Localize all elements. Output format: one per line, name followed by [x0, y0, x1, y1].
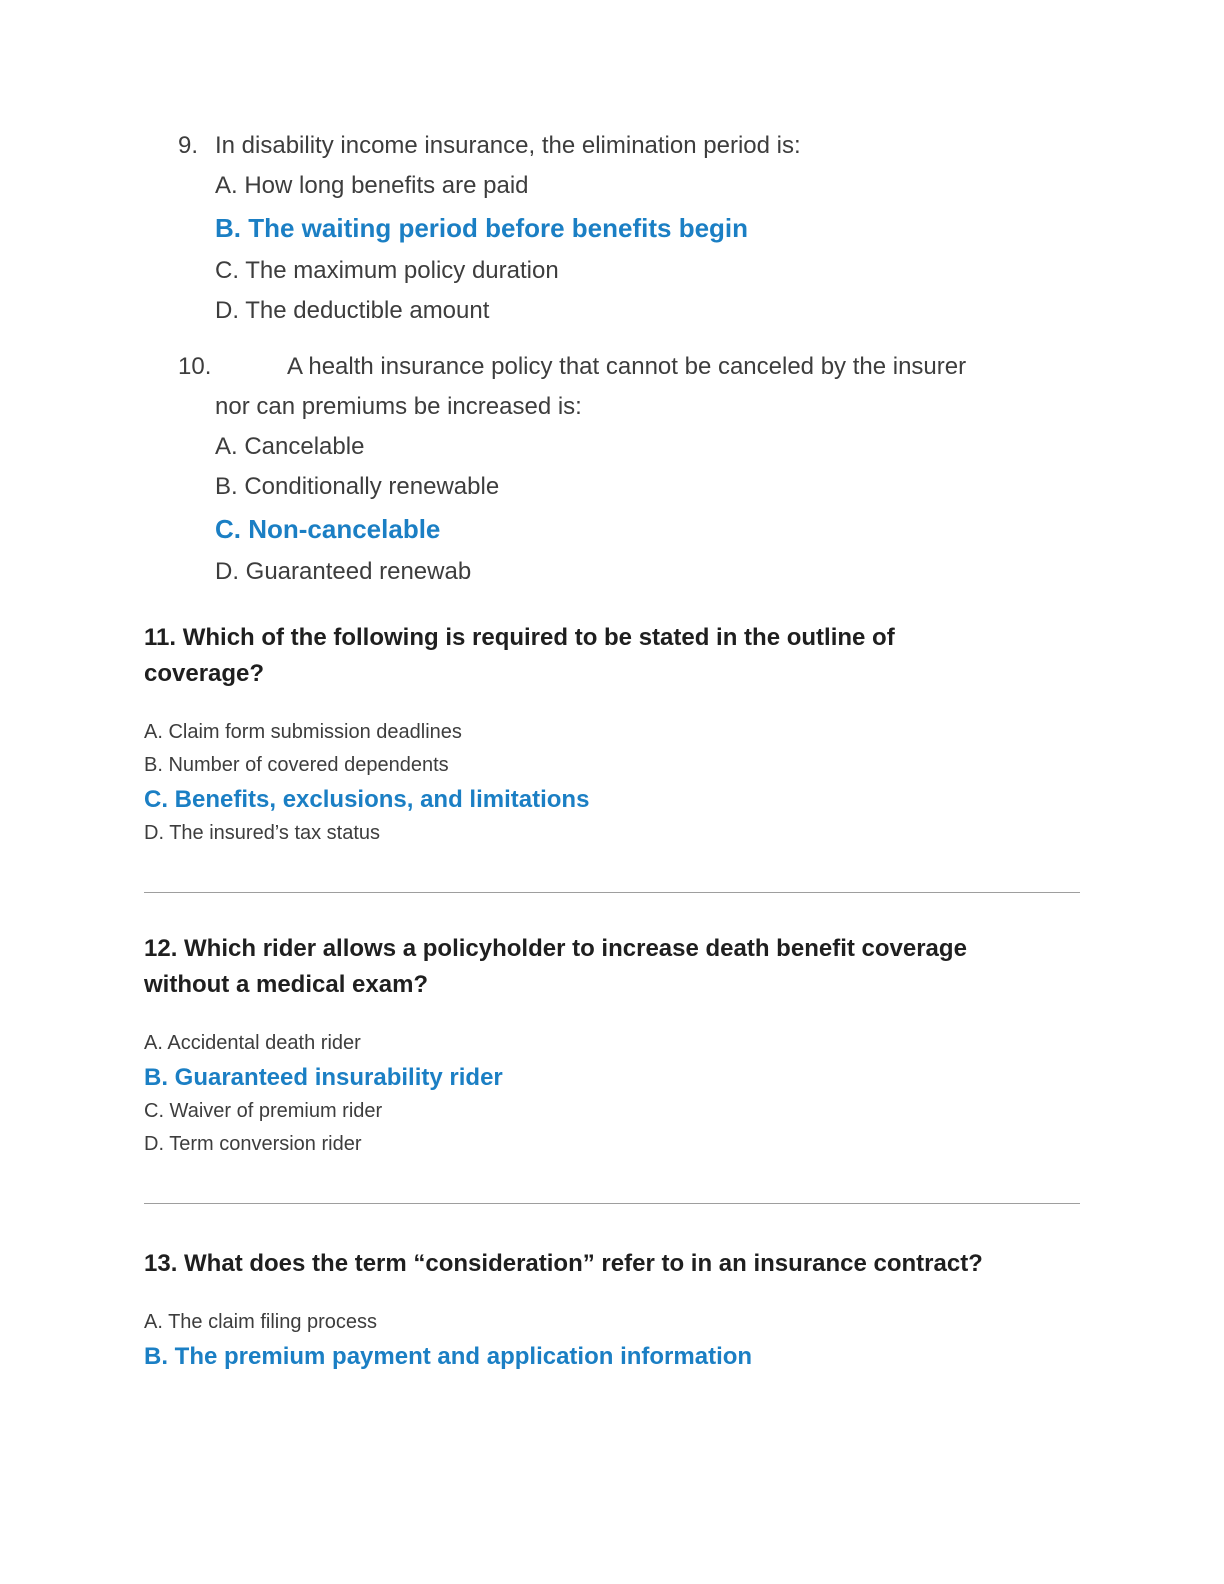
- question-10-text-line-2: nor can premiums be increased is:: [215, 393, 582, 420]
- question-12-heading-line-1: 12. Which rider allows a policyholder to increase death benefit coverage: [144, 935, 967, 962]
- question-9: [178, 126, 1080, 331]
- question-11-option-b: B. Number of covered dependents: [144, 754, 449, 776]
- question-9-text: In disability income insurance, the elimination period is:: [215, 132, 801, 159]
- section-divider-2: [144, 1203, 1080, 1204]
- question-12-option-c: C. Waiver of premium rider: [144, 1100, 383, 1122]
- question-10: [178, 347, 1080, 592]
- question-9-number: 9.: [178, 132, 199, 159]
- question-11-heading-line-2: coverage?: [144, 660, 265, 687]
- question-9-option-a: A. How long benefits are paid: [215, 172, 529, 199]
- question-11-option-a: A. Claim form submission deadlines: [144, 721, 462, 743]
- question-11-option-c-correct: C. Benefits, exclusions, and limitations: [144, 786, 590, 813]
- question-10-option-a: A. Cancelable: [215, 433, 365, 460]
- question-11-option-d: D. The insured’s tax status: [144, 822, 381, 844]
- question-10-option-c-correct: C. Non-cancelable: [215, 514, 441, 544]
- question-9-option-b-correct: B. The waiting period before benefits begin: [215, 213, 749, 243]
- question-9-option-c: C. The maximum policy duration: [215, 257, 559, 284]
- question-13-option-a: A. The claim filing process: [144, 1311, 378, 1333]
- question-12-option-b-correct: B. Guaranteed insurability rider: [144, 1064, 503, 1091]
- question-12-heading-line-2: without a medical exam?: [144, 971, 429, 998]
- question-9-body: [215, 126, 1080, 331]
- question-13-heading: [144, 1246, 1080, 1282]
- question-13-option-b-correct: B. The premium payment and application information: [144, 1343, 753, 1370]
- question-9-option-d: D. The deductible amount: [215, 297, 490, 324]
- question-12-heading: [144, 931, 1080, 1003]
- question-10-option-b: B. Conditionally renewable: [215, 473, 500, 500]
- question-11-options: [144, 716, 1080, 850]
- question-12-option-a: A. Accidental death rider: [144, 1032, 361, 1054]
- question-11-heading-line-1: 11. Which of the following is required to be stated in the outline of: [144, 624, 895, 651]
- question-12-options: [144, 1027, 1080, 1161]
- question-10-body: [215, 347, 1080, 592]
- question-11-heading: [144, 620, 1080, 692]
- question-10-option-d: D. Guaranteed renewab: [215, 558, 472, 585]
- question-10-text-line-1: A health insurance policy that cannot be canceled by the insurer: [287, 353, 967, 380]
- question-12-option-d: D. Term conversion rider: [144, 1133, 362, 1155]
- question-10-number: 10.: [178, 353, 212, 380]
- question-13-options: [144, 1306, 1080, 1374]
- section-divider-1: [144, 892, 1080, 893]
- question-13-heading-line-1: 13. What does the term “consideration” refer to in an insurance contract?: [144, 1250, 983, 1277]
